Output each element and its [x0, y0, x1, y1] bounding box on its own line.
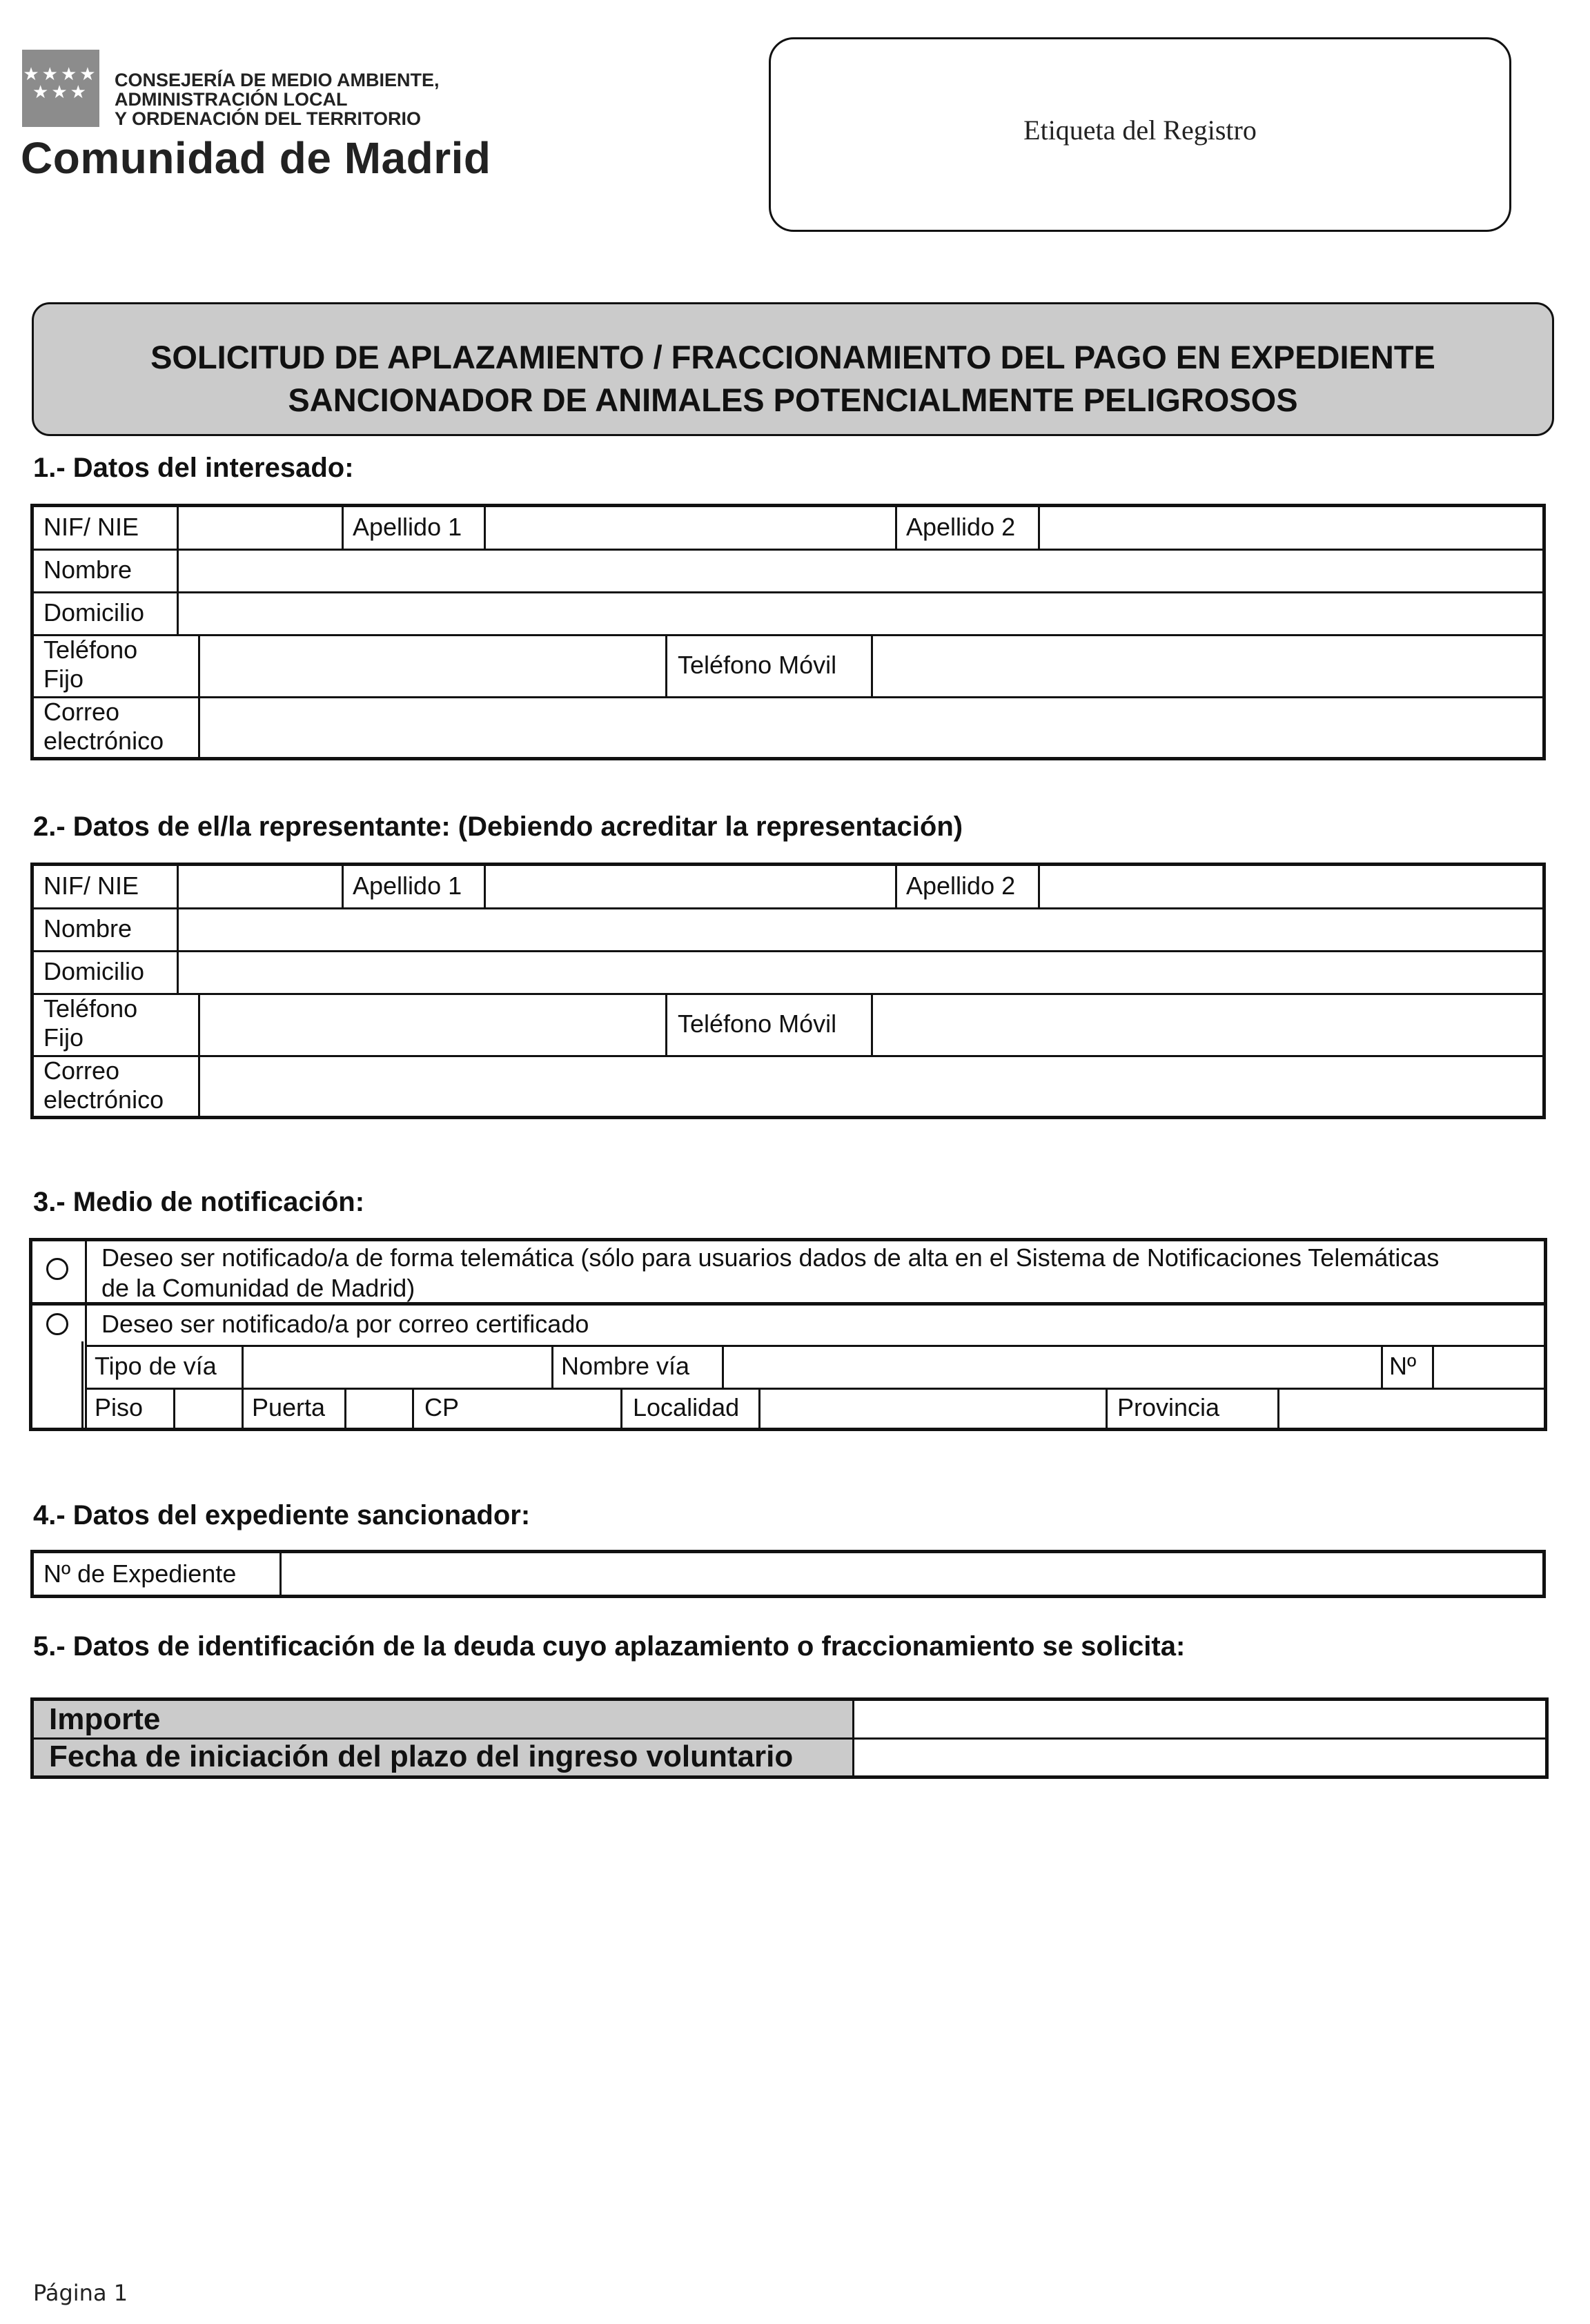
tipo-via-field[interactable] [245, 1349, 550, 1386]
rep-apellido1-field[interactable] [487, 869, 894, 906]
telefono-movil-label: Teléfono Móvil [678, 651, 837, 679]
expediente-field[interactable] [284, 1556, 1542, 1593]
rep-nif-label: NIF/ NIE [43, 872, 139, 900]
rep-correo-label-line-1: Correo [43, 1056, 120, 1085]
registry-label: Etiqueta del Registro [1023, 115, 1257, 146]
telefono-fijo-label-line-1: Teléfono [43, 636, 138, 664]
fecha-label: Fecha de iniciación del plazo del ingreso voluntario [49, 1740, 794, 1773]
numero-field[interactable] [1435, 1349, 1544, 1386]
row-divider [34, 634, 1542, 636]
apellido2-field[interactable] [1041, 510, 1542, 547]
col-divider [177, 549, 179, 634]
rep-apellido2-label: Apellido 2 [906, 872, 1016, 900]
department-name [115, 70, 440, 128]
nombre-label: Nombre [43, 555, 132, 584]
department-line-1: CONSEJERÍA DE MEDIO AMBIENTE, [115, 70, 440, 90]
piso-field[interactable] [177, 1390, 240, 1426]
rep-correo-field[interactable] [202, 1058, 1542, 1117]
telefono-fijo-label-line-2: Fijo [43, 664, 84, 693]
col-divider [620, 1388, 622, 1428]
row-divider [34, 993, 1542, 995]
section-1-heading: 1.- Datos del interesado: [33, 453, 354, 483]
numero-label: Nº [1389, 1352, 1417, 1380]
localidad-field[interactable] [762, 1390, 1104, 1426]
col-divider [1381, 1345, 1383, 1388]
apellido1-field[interactable] [487, 510, 894, 547]
telematica-option-label [101, 1243, 1439, 1303]
row-divider [34, 950, 1542, 952]
col-divider [665, 993, 667, 1055]
rep-telefono-fijo-label [43, 994, 137, 1052]
cp-field[interactable] [486, 1390, 619, 1426]
col-divider [242, 1345, 244, 1428]
form-title-box [32, 302, 1554, 436]
correo-label [43, 698, 164, 756]
apellido1-label: Apellido 1 [353, 513, 462, 541]
rep-nif-field[interactable] [180, 869, 340, 906]
form-title-line-2: SANCIONADOR DE ANIMALES POTENCIALMENTE PELIGROSOS [288, 382, 1298, 418]
rep-domicilio-label: Domicilio [43, 957, 145, 985]
col-divider [177, 907, 179, 993]
col-divider [177, 507, 179, 549]
rep-telefono-movil-field[interactable] [874, 996, 1542, 1054]
col-divider [198, 993, 200, 1119]
expediente-label: Nº de Expediente [43, 1559, 237, 1588]
section-4-heading: 4.- Datos del expediente sancionador: [33, 1500, 531, 1530]
col-divider [758, 1388, 760, 1428]
nombre-via-label: Nombre vía [561, 1352, 690, 1380]
rep-nombre-label: Nombre [43, 914, 132, 943]
col-divider [279, 1553, 282, 1595]
col-divider [177, 866, 179, 907]
col-divider [81, 1341, 84, 1428]
expediente-table [30, 1550, 1546, 1598]
col-divider [1432, 1345, 1434, 1388]
section-2-heading: 2.- Datos de el/la representante: (Debiendo acreditar la representación) [33, 811, 963, 842]
department-line-3: Y ORDENACIÓN DEL TERRITORIO [115, 108, 422, 129]
page-number: Página 1 [33, 2280, 128, 2306]
col-divider [412, 1388, 414, 1428]
interesado-table [30, 504, 1546, 760]
correo-label-line-2: electrónico [43, 727, 164, 755]
madrid-flag-logo [22, 50, 99, 127]
puerta-field[interactable] [348, 1390, 411, 1426]
row-divider [85, 1388, 1544, 1390]
col-divider [1277, 1388, 1279, 1428]
nif-field[interactable] [180, 510, 340, 547]
rep-telefono-fijo-label-line-2: Fijo [43, 1023, 84, 1052]
correo-label-line-1: Correo [43, 698, 120, 726]
provincia-field[interactable] [1281, 1390, 1544, 1426]
fecha-field[interactable] [856, 1741, 1545, 1775]
form-title-line-1: SOLICITUD DE APLAZAMIENTO / FRACCIONAMIENTO DEL PAGO EN EXPEDIENTE [150, 339, 1435, 375]
col-divider [344, 1388, 346, 1428]
col-divider [871, 993, 873, 1055]
puerta-label: Puerta [252, 1393, 326, 1421]
col-divider [665, 634, 667, 696]
row-divider [85, 1345, 1544, 1347]
row-divider [34, 591, 1542, 593]
col-divider [198, 634, 200, 760]
section-3-heading: 3.- Medio de notificación: [33, 1187, 365, 1217]
row-divider [34, 696, 1542, 698]
rep-domicilio-field[interactable] [180, 953, 1542, 992]
form-title [34, 336, 1552, 422]
localidad-label: Localidad [633, 1393, 740, 1421]
telematica-option-line-2: de la Comunidad de Madrid) [101, 1274, 415, 1302]
correo-certificado-option-label: Deseo ser notificado/a por correo certificado [101, 1310, 589, 1338]
telematica-radio[interactable] [46, 1258, 68, 1280]
nif-label: NIF/ NIE [43, 513, 139, 541]
col-divider [722, 1345, 724, 1388]
domicilio-field[interactable] [180, 594, 1542, 633]
deuda-table [30, 1697, 1549, 1779]
correo-field[interactable] [202, 699, 1542, 758]
domicilio-label: Domicilio [43, 598, 145, 627]
row-divider [34, 1055, 1542, 1057]
piso-label: Piso [95, 1393, 144, 1421]
tipo-via-label: Tipo de vía [95, 1352, 217, 1380]
nombre-via-field[interactable] [725, 1349, 1380, 1386]
col-divider [1038, 507, 1040, 549]
col-divider [551, 1345, 553, 1388]
col-divider [484, 866, 486, 907]
cp-label: CP [424, 1393, 460, 1421]
correo-certificado-radio[interactable] [46, 1313, 68, 1335]
representante-table [30, 863, 1546, 1119]
provincia-label: Provincia [1117, 1393, 1220, 1421]
rep-apellido2-field[interactable] [1041, 869, 1542, 906]
rep-telefono-fijo-field[interactable] [202, 996, 664, 1054]
col-divider [342, 507, 344, 549]
col-divider [484, 507, 486, 549]
importe-label: Importe [49, 1702, 161, 1736]
telematica-option-line-1: Deseo ser notificado/a de forma telemática (sólo para usuarios dados de alta en el Sistema de Notificaciones Telemáticas [101, 1243, 1440, 1272]
section-5-heading: 5.- Datos de identificación de la deuda cuyo aplazamiento o fraccionamiento se solicita: [33, 1631, 1186, 1662]
organization-name: Comunidad de Madrid [21, 133, 491, 183]
rep-telefono-movil-label: Teléfono Móvil [678, 1010, 837, 1038]
col-divider [1038, 866, 1040, 907]
notificacion-table [29, 1238, 1547, 1431]
col-divider [342, 866, 344, 907]
stars-icon: ★★★★ ★★★ [23, 63, 99, 102]
row-divider [34, 907, 1542, 909]
row-divider [34, 549, 1542, 551]
col-divider [173, 1388, 175, 1428]
rep-correo-label-line-2: electrónico [43, 1085, 164, 1114]
col-divider [895, 507, 897, 549]
rep-nombre-field[interactable] [180, 910, 1542, 949]
rep-apellido1-label: Apellido 1 [353, 872, 462, 900]
col-divider [85, 1241, 87, 1428]
registry-label-box [769, 37, 1511, 232]
telefono-fijo-field[interactable] [202, 637, 664, 695]
rep-correo-label [43, 1056, 164, 1114]
col-divider [871, 634, 873, 696]
importe-field[interactable] [856, 1702, 1545, 1737]
department-line-2: ADMINISTRACIÓN LOCAL [115, 89, 348, 110]
rep-telefono-fijo-label-line-1: Teléfono [43, 994, 138, 1023]
telefono-fijo-label [43, 636, 137, 693]
apellido2-label: Apellido 2 [906, 513, 1016, 541]
nombre-field[interactable] [180, 551, 1542, 590]
col-divider [1106, 1388, 1108, 1428]
col-divider [895, 866, 897, 907]
telefono-movil-field[interactable] [874, 637, 1542, 695]
